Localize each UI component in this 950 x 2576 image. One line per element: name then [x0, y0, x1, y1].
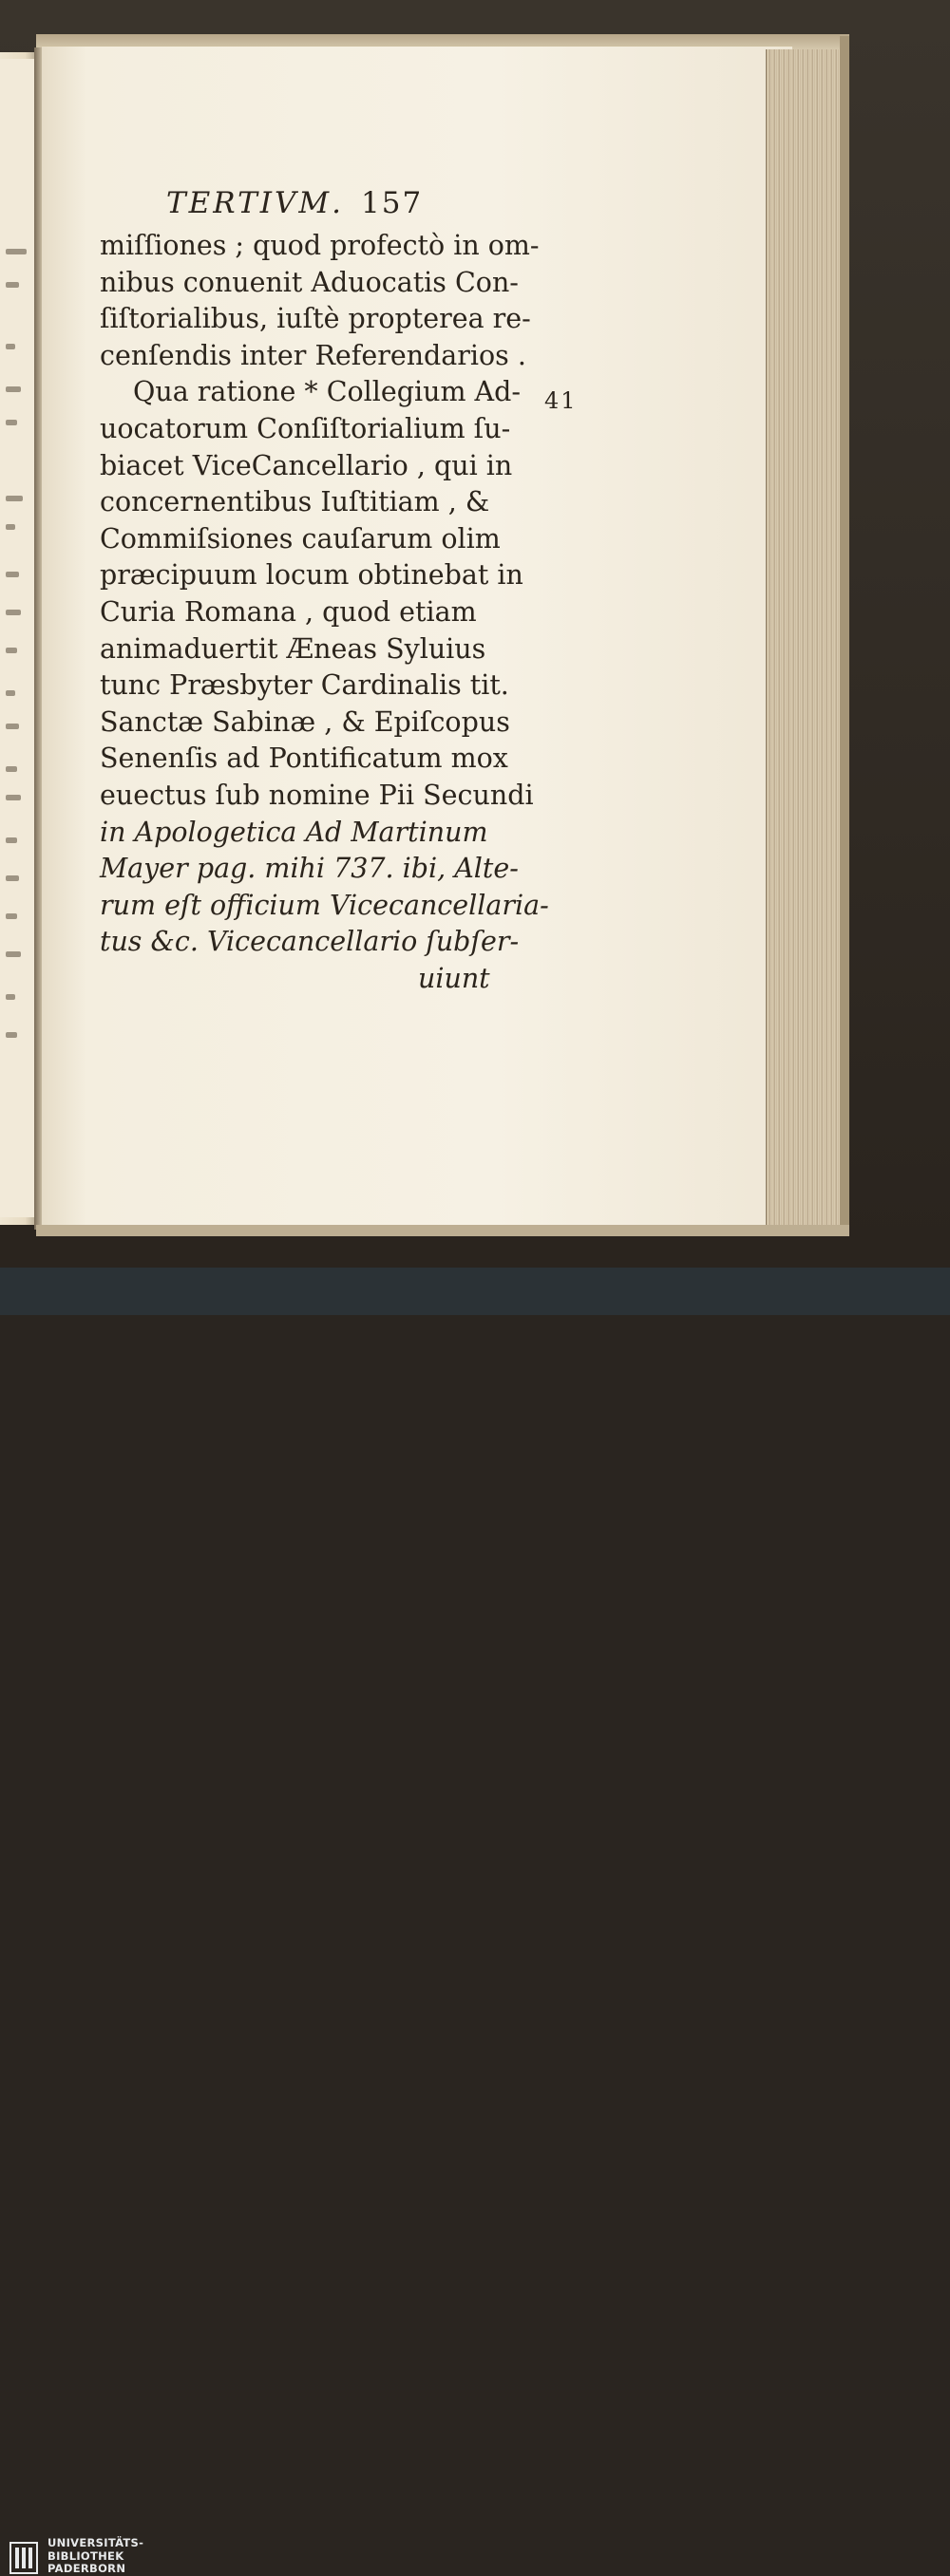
text-line: Sanctæ Sabinæ , & Epiſcopus — [100, 705, 510, 738]
text-line: Curia Romana , quod etiam — [100, 596, 477, 628]
library-name-line-2: BIBLIOTHEK — [48, 2548, 124, 2563]
book-cover-bottom-edge — [36, 1225, 849, 1236]
text-line: ſiſtorialibus, iuſtè propterea re- — [100, 303, 531, 335]
text-line: concernentibus Iuſtitiam , & — [100, 486, 490, 518]
book-cover-right — [840, 36, 849, 1231]
text-line: Senenſis ad Pontificatum mox — [100, 743, 508, 775]
text-line: euectus ſub nomine Pii Secundi — [100, 780, 534, 811]
book-scan — [0, 0, 950, 1268]
text-line: tus &c. Vicecancellario ſubſer- — [100, 926, 520, 958]
page-number: 157 — [361, 186, 424, 220]
text-line: Mayer pag. mihi 737. ibi, Alte- — [100, 853, 519, 885]
text-line: nibus conuenit Aduocatis Con- — [100, 266, 519, 298]
text-line: tunc Præsbyter Cardinalis tit. — [100, 669, 509, 702]
text-line: biacet ViceCancellario , qui in — [100, 449, 513, 481]
text-line: præcipuum locum obtinebat in — [100, 559, 523, 592]
footer-bar — [0, 1268, 950, 2575]
margin-note: 41 — [544, 387, 578, 414]
text-line: Qua ratione * Collegium Ad- — [133, 376, 522, 408]
text-line: uocatorum Conſiſtorialium ſu- — [100, 413, 511, 444]
text-line: animaduertit Æneas Syluius — [100, 632, 486, 665]
text-line: in Apologetica Ad Martinum — [100, 816, 488, 848]
page-block-fore-edge — [766, 49, 843, 1227]
text-line: miſſiones ; quod profectò in om- — [100, 230, 540, 261]
text-line: Commiſsiones cauſarum olim — [100, 522, 501, 555]
text-line: uiunt — [418, 963, 490, 994]
library-name-line-3: PADERBORN — [48, 2562, 126, 2575]
previous-page-edge — [0, 59, 34, 1217]
running-head-title: TERTIVM. — [166, 186, 345, 220]
running-head — [166, 186, 508, 228]
library-name — [48, 2537, 143, 2576]
text-line: cenſendis inter Referendarios . — [100, 339, 526, 371]
text-line: rum eſt officium Vicecancellaria- — [100, 889, 549, 921]
library-logo-icon — [10, 2542, 38, 2574]
library-name-line-1: UNIVERSITÄTS- — [48, 2536, 144, 2549]
